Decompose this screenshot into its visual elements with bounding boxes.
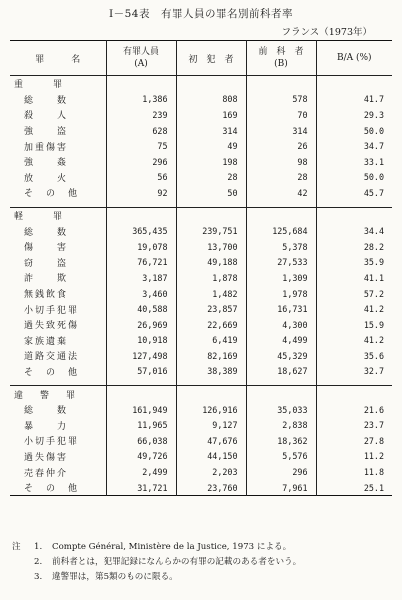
ratio-cell: 32.7 bbox=[316, 364, 392, 380]
table-row bbox=[10, 433, 392, 449]
first-offender-cell: 28 bbox=[176, 170, 246, 186]
ratio-cell: 27.8 bbox=[316, 433, 392, 449]
prior-record-cell: 2,838 bbox=[246, 417, 316, 433]
row-label: 総 数 bbox=[24, 406, 69, 417]
note-row bbox=[12, 540, 301, 555]
prior-record-cell: 4,499 bbox=[246, 333, 316, 349]
ratio-cell: 45.7 bbox=[316, 185, 392, 201]
first-offender-cell: 9,127 bbox=[176, 417, 246, 433]
first-offender-cell: 2,203 bbox=[176, 464, 246, 480]
prior-record-cell: 98 bbox=[246, 154, 316, 170]
first-offender-cell: 49,188 bbox=[176, 255, 246, 271]
table-row bbox=[10, 270, 392, 286]
ratio-cell: 11.8 bbox=[316, 464, 392, 480]
ratio-cell: 33.1 bbox=[316, 154, 392, 170]
ratio-cell: 34.4 bbox=[316, 223, 392, 239]
table-row bbox=[10, 301, 392, 317]
header-ratio: B/A (%) bbox=[316, 41, 392, 76]
convicted-cell: 296 bbox=[106, 154, 176, 170]
ratio-cell: 41.2 bbox=[316, 301, 392, 317]
row-label: そ の 他 bbox=[24, 367, 80, 378]
table-row bbox=[10, 185, 392, 201]
row-label: そ の 他 bbox=[24, 484, 80, 495]
prior-record-cell: 1,309 bbox=[246, 270, 316, 286]
prior-record-cell: 27,533 bbox=[246, 255, 316, 271]
row-label: 加重傷害 bbox=[24, 142, 69, 153]
table-row bbox=[10, 286, 392, 302]
group-row bbox=[10, 207, 392, 223]
table-body bbox=[10, 76, 392, 496]
ratio-cell: 41.1 bbox=[316, 270, 392, 286]
convicted-cell: 161,949 bbox=[106, 402, 176, 418]
ratio-cell: 50.0 bbox=[316, 123, 392, 139]
row-label: 強 姦 bbox=[24, 158, 69, 169]
prior-record-cell: 18,627 bbox=[246, 364, 316, 380]
table-row bbox=[10, 348, 392, 364]
ratio-cell: 41.2 bbox=[316, 333, 392, 349]
first-offender-cell: 1,482 bbox=[176, 286, 246, 302]
prior-record-cell: 16,731 bbox=[246, 301, 316, 317]
row-label: 総 数 bbox=[24, 227, 69, 238]
ratio-cell: 57.2 bbox=[316, 286, 392, 302]
ratio-cell: 35.9 bbox=[316, 255, 392, 271]
row-label: 家族遺棄 bbox=[24, 336, 69, 347]
row-label: 総 数 bbox=[24, 95, 69, 106]
convicted-cell: 19,078 bbox=[106, 239, 176, 255]
convicted-cell: 1,386 bbox=[106, 92, 176, 108]
convicted-cell: 365,435 bbox=[106, 223, 176, 239]
note-text: 前科者とは，犯罪記録になんらかの有罪の記載のある者をいう。 bbox=[52, 557, 302, 567]
prior-record-cell: 45,329 bbox=[246, 348, 316, 364]
first-offender-cell: 82,169 bbox=[176, 348, 246, 364]
note-number: 2. bbox=[34, 557, 43, 567]
table-row bbox=[10, 464, 392, 480]
prior-record-cell: 28 bbox=[246, 170, 316, 186]
note-text: Compte Général, Ministère de la Justice, 1973 による。 bbox=[52, 542, 292, 552]
row-label: そ の 他 bbox=[24, 189, 80, 200]
ratio-cell: 50.0 bbox=[316, 170, 392, 186]
prior-record-cell: 7,961 bbox=[246, 480, 316, 496]
group-row bbox=[10, 76, 392, 92]
prior-record-cell: 42 bbox=[246, 185, 316, 201]
first-offender-cell: 22,669 bbox=[176, 317, 246, 333]
table-row bbox=[10, 333, 392, 349]
note-row bbox=[12, 555, 301, 570]
table-row bbox=[10, 107, 392, 123]
table-row bbox=[10, 123, 392, 139]
first-offender-cell: 808 bbox=[176, 92, 246, 108]
ratio-cell: 35.6 bbox=[316, 348, 392, 364]
first-offender-cell: 50 bbox=[176, 185, 246, 201]
note-number: 3. bbox=[34, 572, 43, 582]
row-label: 道路交通法 bbox=[24, 352, 80, 363]
table-row bbox=[10, 92, 392, 108]
ratio-cell: 34.7 bbox=[316, 138, 392, 154]
convicted-cell: 628 bbox=[106, 123, 176, 139]
note-text: 違警罪は，第5類のものに限る。 bbox=[52, 572, 178, 582]
table-row bbox=[10, 138, 392, 154]
convicted-cell: 76,721 bbox=[106, 255, 176, 271]
notes bbox=[12, 540, 301, 585]
convicted-cell: 57,016 bbox=[106, 364, 176, 380]
row-label: 売春仲介 bbox=[24, 468, 69, 479]
group-row bbox=[10, 386, 392, 402]
ratio-cell: 41.7 bbox=[316, 92, 392, 108]
first-offender-cell: 49 bbox=[176, 138, 246, 154]
prior-record-cell: 35,033 bbox=[246, 402, 316, 418]
group-label: 軽 罪 bbox=[10, 207, 106, 223]
row-label: 小切手犯罪 bbox=[24, 305, 80, 316]
table-row bbox=[10, 480, 392, 496]
ratio-cell: 21.6 bbox=[316, 402, 392, 418]
prior-record-cell: 314 bbox=[246, 123, 316, 139]
convicted-cell: 3,187 bbox=[106, 270, 176, 286]
header-first-offender: 初 犯 者 bbox=[176, 41, 246, 76]
table-row bbox=[10, 255, 392, 271]
row-label: 暴 力 bbox=[24, 421, 69, 432]
table-row bbox=[10, 402, 392, 418]
prior-record-cell: 125,684 bbox=[246, 223, 316, 239]
row-label: 傷 害 bbox=[24, 243, 69, 254]
prior-record-cell: 4,300 bbox=[246, 317, 316, 333]
first-offender-cell: 314 bbox=[176, 123, 246, 139]
first-offender-cell: 13,700 bbox=[176, 239, 246, 255]
prior-record-cell: 26 bbox=[246, 138, 316, 154]
table-row bbox=[10, 417, 392, 433]
first-offender-cell: 23,760 bbox=[176, 480, 246, 496]
table-row bbox=[10, 154, 392, 170]
first-offender-cell: 44,150 bbox=[176, 449, 246, 465]
convicted-cell: 40,588 bbox=[106, 301, 176, 317]
ratio-cell: 11.2 bbox=[316, 449, 392, 465]
row-label: 窃 盗 bbox=[24, 258, 69, 269]
convicted-cell: 66,038 bbox=[106, 433, 176, 449]
convicted-cell: 127,498 bbox=[106, 348, 176, 364]
prior-record-cell: 1,978 bbox=[246, 286, 316, 302]
row-label: 強 盗 bbox=[24, 127, 69, 138]
prior-record-cell: 5,576 bbox=[246, 449, 316, 465]
header-convicted: 有罪人員 (A) bbox=[106, 41, 176, 76]
prior-record-cell: 5,378 bbox=[246, 239, 316, 255]
row-label: 放 火 bbox=[24, 173, 69, 184]
first-offender-cell: 198 bbox=[176, 154, 246, 170]
row-label: 詐 欺 bbox=[24, 274, 69, 285]
convicted-cell: 75 bbox=[106, 138, 176, 154]
group-label: 重 罪 bbox=[14, 80, 67, 91]
row-label: 過失致死傷 bbox=[24, 321, 80, 332]
convicted-cell: 31,721 bbox=[106, 480, 176, 496]
first-offender-cell: 6,419 bbox=[176, 333, 246, 349]
ratio-cell: 15.9 bbox=[316, 317, 392, 333]
ratio-cell: 25.1 bbox=[316, 480, 392, 496]
convicted-cell: 92 bbox=[106, 185, 176, 201]
row-label: 小切手犯罪 bbox=[24, 437, 80, 448]
prior-record-cell: 578 bbox=[246, 92, 316, 108]
table-subtitle: フランス（1973年） bbox=[281, 27, 372, 38]
row-label: 無銭飲食 bbox=[24, 290, 69, 301]
row-label: 殺 人 bbox=[24, 111, 69, 122]
convicted-cell: 56 bbox=[106, 170, 176, 186]
first-offender-cell: 1,878 bbox=[176, 270, 246, 286]
table-row bbox=[10, 223, 392, 239]
prior-record-cell: 70 bbox=[246, 107, 316, 123]
prior-record-cell: 18,362 bbox=[246, 433, 316, 449]
table-row bbox=[10, 364, 392, 380]
note-row bbox=[12, 570, 301, 585]
first-offender-cell: 38,389 bbox=[176, 364, 246, 380]
convicted-cell: 26,969 bbox=[106, 317, 176, 333]
first-offender-cell: 23,857 bbox=[176, 301, 246, 317]
first-offender-cell: 47,676 bbox=[176, 433, 246, 449]
crime-table bbox=[10, 40, 392, 496]
header-prior-record: 前 科 者 (B) bbox=[246, 41, 316, 76]
header-category: 罪 名 bbox=[10, 41, 106, 76]
header-row bbox=[10, 41, 392, 76]
notes-label: 注 bbox=[12, 542, 21, 552]
prior-record-cell: 296 bbox=[246, 464, 316, 480]
group-label: 違 警 罪 bbox=[10, 386, 106, 402]
convicted-cell: 2,499 bbox=[106, 464, 176, 480]
ratio-cell: 28.2 bbox=[316, 239, 392, 255]
first-offender-cell: 169 bbox=[176, 107, 246, 123]
convicted-cell: 239 bbox=[106, 107, 176, 123]
table-row bbox=[10, 317, 392, 333]
note-number: 1. bbox=[34, 542, 43, 552]
table-row bbox=[10, 239, 392, 255]
ratio-cell: 29.3 bbox=[316, 107, 392, 123]
table-title: I－54表 有罪人員の罪名別前科者率 bbox=[108, 8, 293, 20]
first-offender-cell: 126,916 bbox=[176, 402, 246, 418]
convicted-cell: 49,726 bbox=[106, 449, 176, 465]
row-label: 過失傷害 bbox=[24, 452, 69, 463]
table-row bbox=[10, 170, 392, 186]
table-row bbox=[10, 449, 392, 465]
convicted-cell: 11,965 bbox=[106, 417, 176, 433]
convicted-cell: 10,918 bbox=[106, 333, 176, 349]
ratio-cell: 23.7 bbox=[316, 417, 392, 433]
first-offender-cell: 239,751 bbox=[176, 223, 246, 239]
convicted-cell: 3,460 bbox=[106, 286, 176, 302]
